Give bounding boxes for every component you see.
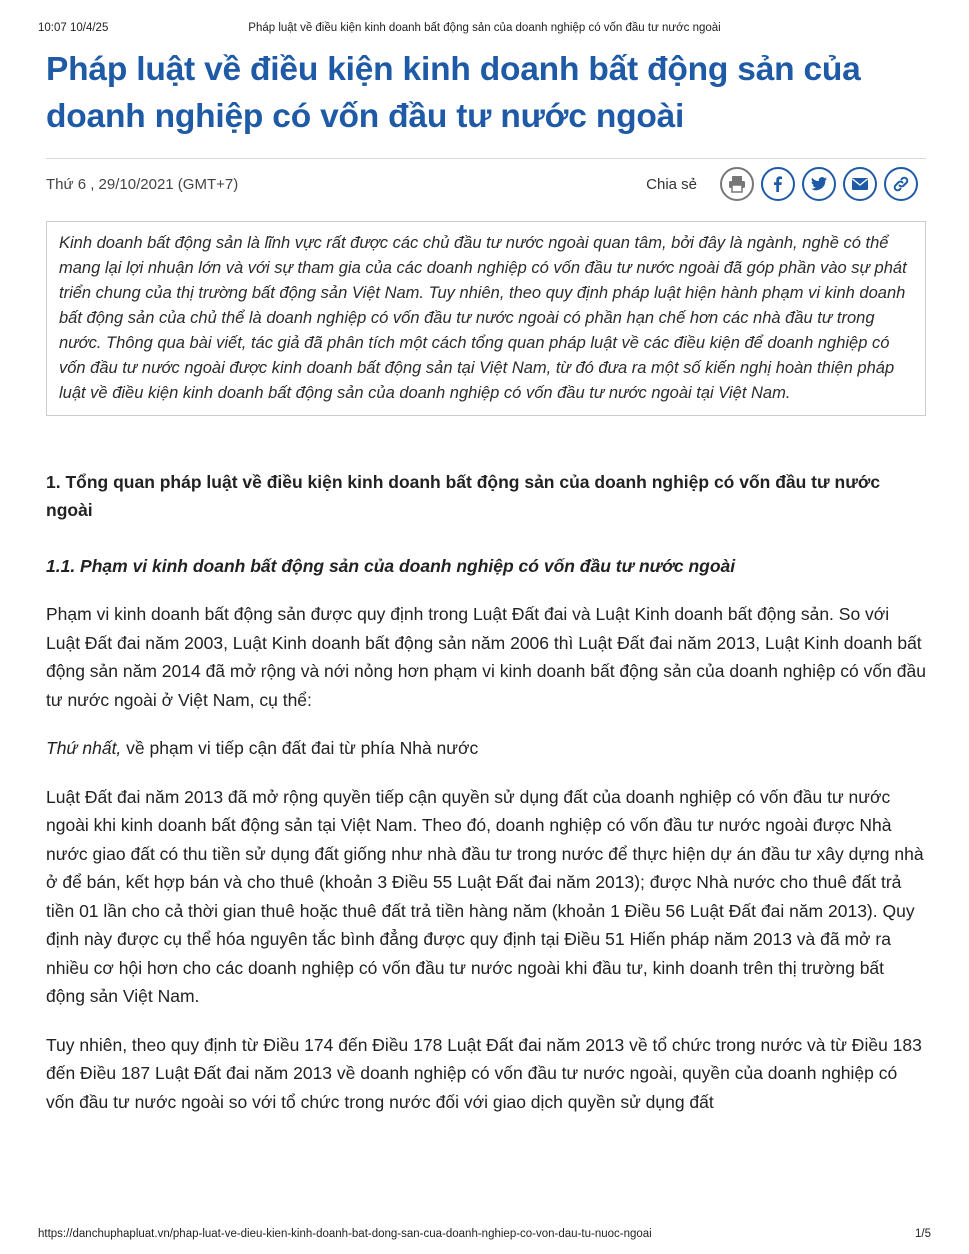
article-date: Thứ 6 , 29/10/2021 (GMT+7) — [46, 176, 239, 193]
link-icon[interactable] — [884, 167, 918, 201]
print-timestamp: 10:07 10/4/25 — [38, 22, 109, 34]
print-icon[interactable] — [720, 167, 754, 201]
paragraph: Luật Đất đai năm 2013 đã mở rộng quyền tiếp cận quyền sử dụng đất của doanh nghiệp có vốn đầu tư nước ngoài khi kinh doanh bất động sản tại Việt Nam. Theo đó, doanh nghiệp có vốn đầu tư nước ngoài được Nhà nước giao đất có thu tiền sử dụng đất giống như nhà đầu tư trong nước để thực hiện dự án đầu tư xây dựng nhà ở để bán, kết hợp bán và cho thuê (khoản 3 Điều 55 Luật Đất đai năm 2013); được Nhà nước cho thuê đất trả tiền 01 lần cho cả thời gian thuê hoặc thuê đất trả tiền hàng năm (khoản 1 Điều 56 Luật Đất đai năm 2013). Quy định này được cụ thể hóa nguyên tắc bình đẳng được quy định tại Điều 51 Hiến pháp năm 2013 và đã mở ra nhiều cơ hội hơn cho các doanh nghiệp có vốn đầu tư nước ngoài khi đầu tư, kinh doanh trên thị trường bất động sản Việt Nam. — [46, 786, 924, 1006]
share-label: Chia sẻ — [646, 175, 697, 193]
paragraph: Phạm vi kinh doanh bất động sản được quy định trong Luật Đất đai và Luật Kinh doanh bất động sản. So với Luật Đất đai năm 2003, Luật Kinh doanh bất động sản năm 2006 thì Luật Đất đai năm 2013, Luật Kinh doanh bất động sản năm 2014 đã mở rộng và nới nỏng hơn phạm vi kinh doanh bất động sản của doanh nghiệp có vốn đầu tư nước ngoài ở Việt Nam, cụ thể: — [46, 604, 926, 710]
subsection-heading: 1.1. Phạm vi kinh doanh bất động sản của doanh nghiệp có vốn đầu tư nước ngoài — [46, 556, 736, 576]
section-heading: 1. Tổng quan pháp luật về điều kiện kinh doanh bất động sản của doanh nghiệp có vốn đầu tư nước ngoài — [46, 472, 881, 520]
facebook-icon[interactable] — [761, 167, 795, 201]
article-meta — [46, 158, 926, 211]
page-number: 1/5 — [915, 1228, 931, 1240]
email-icon[interactable] — [843, 167, 877, 201]
print-page-title: Pháp luật về điều kiện kinh doanh bất động sản của doanh nghiệp có vốn đầu tư nước ngoài — [248, 22, 721, 34]
paragraph-text: về phạm vi tiếp cận đất đai từ phía Nhà nước — [121, 738, 479, 758]
print-url: https://danchuphapluat.vn/phap-luat-ve-dieu-kien-kinh-doanh-bat-dong-san-cua-doanh-nghiep-co-von-dau-tu-nuoc-ngoai — [38, 1228, 652, 1240]
twitter-icon[interactable] — [802, 167, 836, 201]
print-header — [38, 22, 931, 38]
article-summary: Kinh doanh bất động sản là lĩnh vực rất được các chủ đầu tư nước ngoài quan tâm, bởi đây là ngành, nghề có thể mang lại lợi nhuận lớn và với sự tham gia của các doanh nghiệp có vốn đầu tư nước ngoài đã góp phần vào sự phát triển chung của thị trường bất động sản Việt Nam. Tuy nhiên, theo quy định pháp luật hiện hành phạm vi kinh doanh bất động sản của chủ thể là doanh nghiệp có vốn đầu tư nước ngoài có phần hạn chế hơn các nhà đầu tư trong nước. Thông qua bài viết, tác giả đã phân tích một cách tổng quan pháp luật về các điều kiện để doanh nghiệp có vốn đầu tư nước ngoài được kinh doanh bất động sản tại Việt Nam, từ đó đưa ra một số kiến nghị hoàn thiện pháp luật về điều kiện kinh doanh bất động sản của doanh nghiệp có vốn đầu tư nước ngoài tại Việt Nam. — [46, 221, 926, 416]
paragraph-emphasis: Thứ nhất, — [46, 738, 122, 758]
print-footer — [38, 1228, 931, 1244]
article — [46, 46, 926, 1116]
share-bar — [646, 167, 918, 201]
article-title: Pháp luật về điều kiện kinh doanh bất động sản của doanh nghiệp có vốn đầu tư nước ngoài — [46, 51, 861, 135]
paragraph — [46, 734, 926, 763]
paragraph: Tuy nhiên, theo quy định từ Điều 174 đến Điều 178 Luật Đất đai năm 2013 về tổ chức trong nước và từ Điều 183 đến Điều 187 Luật Đất đai năm 2013 về doanh nghiệp có vốn đầu tư nước ngoài, quyền của doanh nghiệp có vốn đầu tư nước ngoài so với tổ chức trong nước đối với giao dịch quyền sử dụng đất — [46, 1034, 922, 1112]
